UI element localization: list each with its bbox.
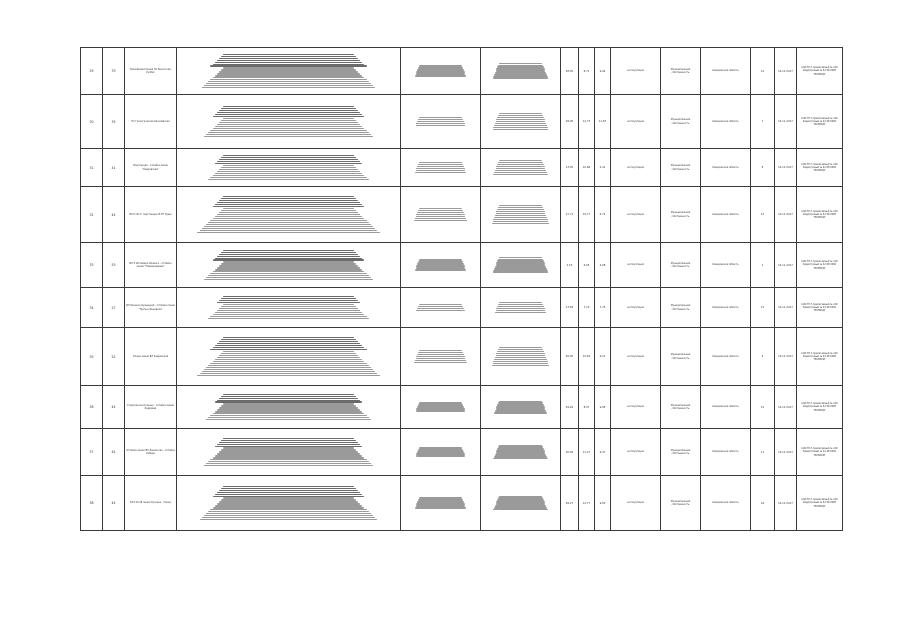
- document-reference: LDR-ТП-Т-прилагаемый № 126 Кадастровый № 42:28 0000 "ВОЗВОД": [797, 386, 843, 429]
- boundary-description: [401, 386, 481, 429]
- value-1: 8,07: [579, 386, 595, 429]
- count-cell: 7: [751, 95, 775, 149]
- value-2: 4,41: [595, 149, 611, 187]
- status-cell: эксплуатация: [611, 288, 661, 328]
- location-description: [481, 429, 561, 476]
- value-1: 10,66: [579, 149, 595, 187]
- location-description: [481, 243, 561, 288]
- document-reference: LDR-ТП-Т-прилагаемый № 126 Кадастровый № 42:28 0000 "ВОЗВОД": [797, 429, 843, 476]
- object-description: [177, 328, 401, 386]
- document-reference: LDR-ТП-Т-прилагаемый № 126 Кадастровый № 42:28 0000 "ВОЗВОД": [797, 288, 843, 328]
- row-code: 44: [103, 386, 125, 429]
- count-cell: 11: [751, 429, 775, 476]
- boundary-description: [401, 149, 481, 187]
- object-description: [177, 243, 401, 288]
- owner-cell: Кемеровская область: [701, 149, 751, 187]
- object-name: Отпайка линии ВЛ Ленинская - отпайка Сибири: [125, 429, 177, 476]
- boundary-description: [401, 95, 481, 149]
- boundary-description: [401, 429, 481, 476]
- table-row: [81, 328, 843, 386]
- date-cell: 14.11.2017: [775, 288, 797, 328]
- count-cell: 44: [751, 476, 775, 531]
- row-number: 33: [81, 243, 103, 288]
- value-1: 6,65: [579, 243, 595, 288]
- row-number: 38: [81, 476, 103, 531]
- count-cell: 9: [751, 328, 775, 386]
- document-reference: LDR-ТП-Т-прилагаемый № 126 Кадастровый № 42:28 0000 "ВОЗВОД": [797, 187, 843, 243]
- table-row: [81, 476, 843, 531]
- table-row: [81, 386, 843, 429]
- date-cell: 14.11.2017: [775, 95, 797, 149]
- area-value: 13,05: [561, 149, 579, 187]
- area-value: 28,27: [561, 476, 579, 531]
- document-reference: LDR-ТП-Т-прилагаемый № 126 Кадастровый № 42:28 0000 "ВОЗВОД": [797, 149, 843, 187]
- value-1: 34,77: [579, 187, 595, 243]
- area-value: 26,05: [561, 328, 579, 386]
- row-number: 29: [81, 48, 103, 95]
- ownership-type: Муниципальная собственность: [661, 243, 701, 288]
- ownership-type: Муниципальная собственность: [661, 48, 701, 95]
- date-cell: 14.11.2017: [775, 149, 797, 187]
- owner-cell: Кемеровская область: [701, 95, 751, 149]
- value-1: 8,71: [579, 48, 595, 95]
- status-cell: эксплуатация: [611, 429, 661, 476]
- count-cell: 15: [751, 386, 775, 429]
- owner-cell: Кемеровская область: [701, 476, 751, 531]
- value-2: 11,87: [595, 95, 611, 149]
- table-row: [81, 149, 843, 187]
- boundary-description: [401, 48, 481, 95]
- row-code: 53: [103, 243, 125, 288]
- document-reference: LDR-ТП-Т-прилагаемый № 126 Кадастровый № 42:28 0000 "ВОЗВОД": [797, 95, 843, 149]
- location-description: [481, 48, 561, 95]
- ownership-type: Муниципальная собственность: [661, 149, 701, 187]
- register-table: [80, 47, 843, 531]
- row-number: 36: [81, 386, 103, 429]
- value-1: 32,62: [579, 328, 595, 386]
- value-2: 9,85: [595, 386, 611, 429]
- value-1: 12,73: [579, 95, 595, 149]
- ownership-type: Муниципальная собственность: [661, 95, 701, 149]
- object-description: [177, 48, 401, 95]
- area-value: 28,05: [561, 48, 579, 95]
- count-cell: 12: [751, 187, 775, 243]
- document-reference: LDR-ТП-Т-прилагаемый № 126 Кадастровый № 42:28 0000 "ВОЗВОД": [797, 48, 843, 95]
- object-name: Трансформаторная ПС Бачатская-Кузбас: [125, 48, 177, 95]
- object-name: Опоры линии ВЛ Кедровская: [125, 328, 177, 386]
- owner-cell: Кемеровская область: [701, 386, 751, 429]
- row-code: 44: [103, 476, 125, 531]
- boundary-description: [401, 288, 481, 328]
- table-row: [81, 48, 843, 95]
- object-name: Старолесное Кузнецк - отпайка линии Кедровая: [125, 386, 177, 429]
- object-name: ВЛ 6 кВ Северо-Ленинск - отпайка линии "Наименования": [125, 243, 177, 288]
- row-code: 41: [103, 149, 125, 187]
- table-row: [81, 243, 843, 288]
- object-name: ВЛ Ленинск-Кузнецкий - отпайка линии "Третье объездное": [125, 288, 177, 328]
- location-description: [481, 149, 561, 187]
- row-code: 27: [103, 288, 125, 328]
- status-cell: эксплуатация: [611, 48, 661, 95]
- object-name: ПС Геологическая Киселёвская: [125, 95, 177, 149]
- value-2: 9,21: [595, 328, 611, 386]
- object-description: [177, 476, 401, 531]
- count-cell: 41: [751, 48, 775, 95]
- status-cell: эксплуатация: [611, 95, 661, 149]
- boundary-description: [401, 476, 481, 531]
- value-2: 9,94: [595, 48, 611, 95]
- object-description: [177, 386, 401, 429]
- row-code: 44: [103, 187, 125, 243]
- owner-cell: Кемеровская область: [701, 429, 751, 476]
- row-code: 35: [103, 95, 125, 149]
- boundary-description: [401, 187, 481, 243]
- object-description: [177, 187, 401, 243]
- object-description: [177, 429, 401, 476]
- date-cell: 14.11.2017: [775, 243, 797, 288]
- count-cell: 21: [751, 288, 775, 328]
- row-code: 52: [103, 328, 125, 386]
- location-description: [481, 386, 561, 429]
- area-value: 13,69: [561, 288, 579, 328]
- owner-cell: Кемеровская область: [701, 328, 751, 386]
- value-2: 4,68: [595, 243, 611, 288]
- object-description: [177, 149, 401, 187]
- owner-cell: Кемеровская область: [701, 187, 751, 243]
- date-cell: 14.11.2017: [775, 386, 797, 429]
- value-2: 7,75: [595, 288, 611, 328]
- value-1: 7,10: [579, 288, 595, 328]
- owner-cell: Кемеровская область: [701, 288, 751, 328]
- document-reference: LDR-ТП-Т-прилагаемый № 126 Кадастровый № 42:28 0000 "ВОЗВОД": [797, 476, 843, 531]
- register-page: [80, 47, 842, 614]
- area-value: 28,05: [561, 95, 579, 149]
- location-description: [481, 288, 561, 328]
- ownership-type: Муниципальная собственность: [661, 187, 701, 243]
- status-cell: эксплуатация: [611, 386, 661, 429]
- ownership-type: Муниципальная собственность: [661, 429, 701, 476]
- document-reference: LDR-ТП-Т-прилагаемый № 126 Кадастровый № 42:28 0000 "ВОЗВОД": [797, 243, 843, 288]
- area-value: 29,26: [561, 386, 579, 429]
- date-cell: 14.11.2017: [775, 476, 797, 531]
- location-description: [481, 187, 561, 243]
- row-number: 34: [81, 288, 103, 328]
- table-row: [81, 429, 843, 476]
- object-name: ВЛ 6 кВ от подстанции Ф-ТП Пущи: [125, 187, 177, 243]
- table-row: [81, 95, 843, 149]
- object-name: ВЛ 110 кВ линии Кузнецк - Улица: [125, 476, 177, 531]
- value-2: 9,47: [595, 429, 611, 476]
- table-row: [81, 288, 843, 328]
- status-cell: эксплуатация: [611, 476, 661, 531]
- row-number: 35: [81, 328, 103, 386]
- ownership-type: Муниципальная собственность: [661, 288, 701, 328]
- owner-cell: Кемеровская область: [701, 48, 751, 95]
- row-number: 30: [81, 95, 103, 149]
- table-row: [81, 187, 843, 243]
- status-cell: эксплуатация: [611, 328, 661, 386]
- location-description: [481, 328, 561, 386]
- object-description: [177, 95, 401, 149]
- date-cell: 14.11.2017: [775, 48, 797, 95]
- date-cell: 14.11.2017: [775, 429, 797, 476]
- boundary-description: [401, 328, 481, 386]
- count-cell: 8: [751, 149, 775, 187]
- location-description: [481, 95, 561, 149]
- object-name: Подстанция - отпайка линии "Кедровская": [125, 149, 177, 187]
- area-value: 2,53: [561, 243, 579, 288]
- ownership-type: Муниципальная собственность: [661, 386, 701, 429]
- object-description: [177, 288, 401, 328]
- date-cell: 14.11.2017: [775, 187, 797, 243]
- row-code: 33: [103, 48, 125, 95]
- status-cell: эксплуатация: [611, 187, 661, 243]
- owner-cell: Кемеровская область: [701, 243, 751, 288]
- area-value: 30,56: [561, 429, 579, 476]
- location-description: [481, 476, 561, 531]
- count-cell: 1: [751, 243, 775, 288]
- status-cell: эксплуатация: [611, 243, 661, 288]
- row-code: 44: [103, 429, 125, 476]
- boundary-description: [401, 243, 481, 288]
- row-number: 31: [81, 149, 103, 187]
- value-2: 6,72: [595, 187, 611, 243]
- document-reference: LDR-ТП-Т-прилагаемый № 126 Кадастровый № 42:28 0000 "ВОЗВОД": [797, 328, 843, 386]
- row-number: 32: [81, 187, 103, 243]
- ownership-type: Муниципальная собственность: [661, 328, 701, 386]
- ownership-type: Муниципальная собственность: [661, 476, 701, 531]
- value-2: 9,83: [595, 476, 611, 531]
- value-1: 11,27: [579, 429, 595, 476]
- row-number: 37: [81, 429, 103, 476]
- date-cell: 14.11.2017: [775, 328, 797, 386]
- value-1: 12,77: [579, 476, 595, 531]
- status-cell: эксплуатация: [611, 149, 661, 187]
- area-value: 27,71: [561, 187, 579, 243]
